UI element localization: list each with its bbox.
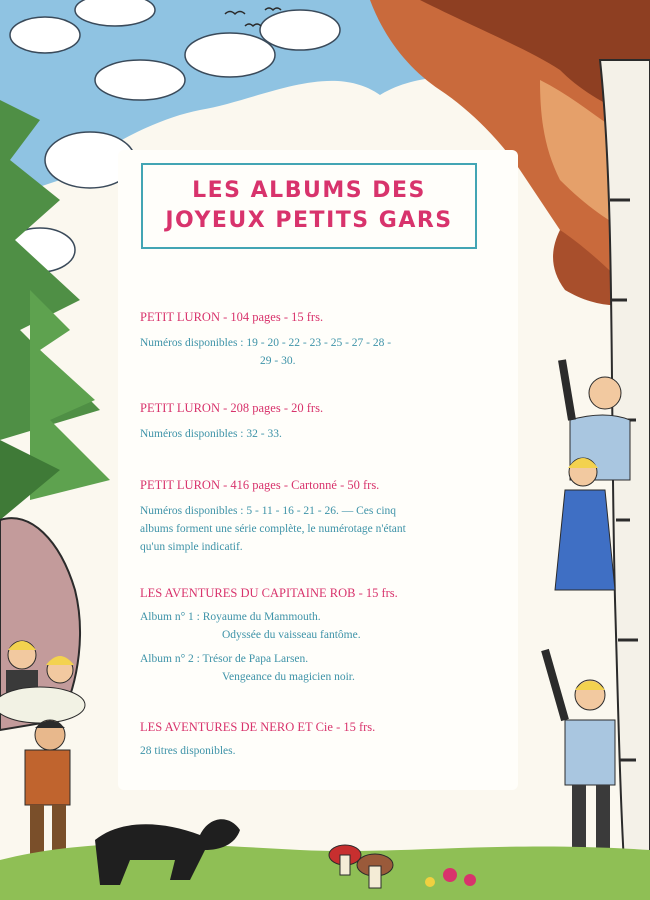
section-heading: PETIT LURON - 416 pages - Cartonné - 50 frs. [140,478,380,492]
section-heading: PETIT LURON - 208 pages - 20 frs. [140,401,324,415]
section-heading: LES AVENTURES DU CAPITAINE ROB - 15 frs. [140,586,398,600]
section-body-line: albums forment une série complète, le numérotage n'étant [140,523,406,535]
page-title-line-1: LES ALBUMS DES [192,178,426,203]
section-petit-luron-416 [140,476,485,556]
album-2-label: Album n° 2 : [140,653,200,665]
album-1-title-2: Odyssée du vaisseau fantôme. [222,629,361,641]
section-petit-luron-104 [140,308,485,370]
section-body-line: qu'un simple indicatif. [140,541,243,553]
section-capitaine-rob [140,584,485,686]
album-1-label: Album n° 1 : [140,611,200,623]
album-1-row-2 [140,626,485,644]
section-heading: LES AVENTURES DE NERO ET Cie - 15 frs. [140,720,376,734]
album-2-title-1: Trésor de Papa Larsen. [202,653,309,665]
section-petit-luron-208 [140,399,485,443]
album-1-row [140,608,485,626]
album-2-row [140,650,485,668]
album-2-row-2 [140,668,485,686]
page-title-line-2: JOYEUX PETITS GARS [165,208,453,233]
section-body-line: Numéros disponibles : 19 - 20 - 22 - 23 - 25 - 27 - 28 - [140,337,392,349]
section-body-line: 28 titres disponibles. [140,745,236,757]
section-body-line: Numéros disponibles : 32 - 33. [140,428,282,440]
section-body-line: Numéros disponibles : 5 - 11 - 16 - 21 - 26. — Ces cinq [140,505,397,517]
section-heading: PETIT LURON - 104 pages - 15 frs. [140,310,324,324]
title-box [141,163,477,249]
album-2-title-2: Vengeance du magicien noir. [222,671,355,683]
album-1-title-1: Royaume du Mammouth. [202,611,321,623]
section-body-line: 29 - 30. [260,355,296,367]
section-nero [140,718,485,760]
